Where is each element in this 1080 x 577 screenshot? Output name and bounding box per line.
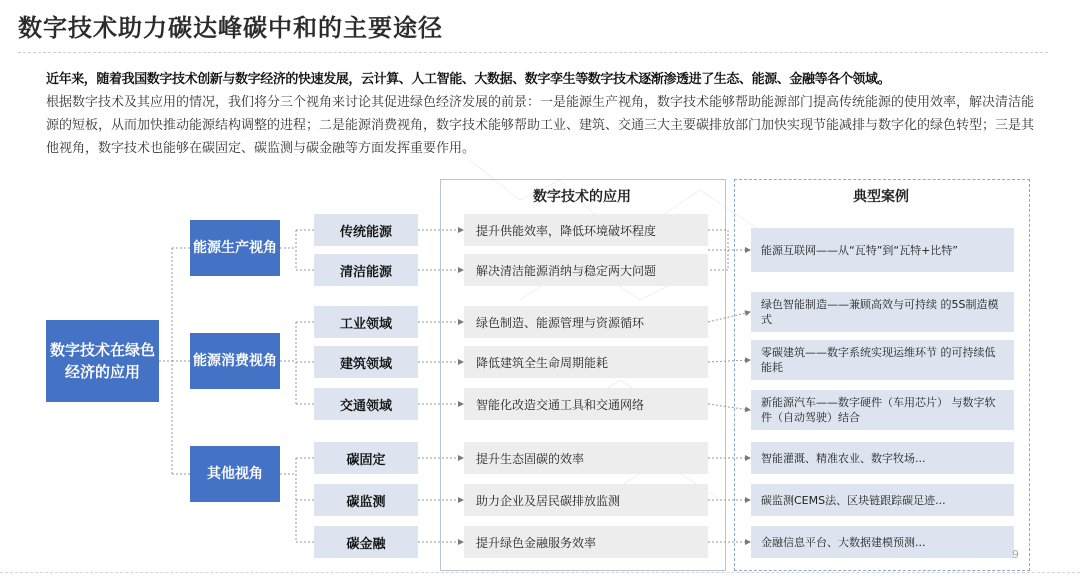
- app-carbon-finance: 提升绿色金融服务效率: [464, 526, 708, 558]
- case-energy-internet: 能源互联网——从“瓦特”到“瓦特+比特”: [751, 228, 1014, 272]
- case-zero-carbon-building: 零碳建筑——数字系统实现运维环节 的可持续低能耗: [751, 340, 1014, 380]
- sub-carbon-monitoring: 碳监测: [314, 484, 418, 516]
- app-carbon-monitoring: 助力企业及居民碳排放监测: [464, 484, 708, 516]
- app-carbon-fixation: 提升生态固碳的效率: [464, 442, 708, 474]
- bottom-divider: [0, 572, 1080, 573]
- sub-industry: 工业领域: [314, 306, 418, 338]
- app-industry: 绿色制造、能源管理与资源循环: [464, 306, 708, 338]
- intro-lead: 近年来，随着我国数字技术创新与数字经济的快速发展，云计算、人工智能、大数据、数字孪生等数字技术逐渐渗透进了生态、能源、金融等各个领域。: [46, 72, 891, 87]
- case-carbon-monitoring: 碳监测CEMS法、区块链跟踪碳足迹...: [751, 484, 1014, 516]
- app-traditional-energy: 提升供能效率，降低环境破坏程度: [464, 214, 708, 246]
- category-energy-production: 能源生产视角: [190, 220, 280, 276]
- case-green-finance: 金融信息平台、大数据建模预测...: [751, 526, 1014, 558]
- category-other: 其他视角: [190, 446, 280, 502]
- app-transport: 智能化改造交通工具和交通网络: [464, 388, 708, 420]
- cases-column-header: 典型案例: [853, 189, 909, 205]
- intro-body: 根据数字技术及其应用的情况，我们将分三个视角来讨论其促进绿色经济发展的前景：一是能源生产视角，数字技术能够帮助能源部门提高传统能源的使用效率，解决清洁能源的短板，从而加快推动能源结构调整的进程；二是能源消费视角，数字技术能够帮助工业、建筑、交通三大主要碳排放部门加快实现节能减排与数字化的绿色转型；三是其他视角，数字技术也能够在碳固定、碳监测与碳金融等方面发挥重要作用。: [46, 95, 1035, 156]
- sub-transport: 交通领域: [314, 388, 418, 420]
- case-green-manufacturing: 绿色智能制造——兼顾高效与可持续 的5S制造模式: [751, 292, 1014, 332]
- sub-carbon-fixation: 碳固定: [314, 442, 418, 474]
- case-new-energy-vehicle: 新能源汽车——数字硬件（车用芯片） 与数字软件（自动驾驶）结合: [751, 390, 1014, 430]
- sub-clean-energy: 清洁能源: [314, 254, 418, 286]
- case-smart-agriculture: 智能灌溉、精准农业、数字牧场...: [751, 442, 1014, 474]
- page-number: 9: [1012, 548, 1019, 561]
- app-clean-energy: 解决清洁能源消纳与稳定两大问题: [464, 254, 708, 286]
- app-building: 降低建筑全生命周期能耗: [464, 346, 708, 378]
- page-title: 数字技术助力碳达峰碳中和的主要途径: [18, 14, 443, 42]
- root-node: 数字技术在绿色经济的应用: [46, 320, 159, 402]
- sub-traditional-energy: 传统能源: [314, 214, 418, 246]
- sub-carbon-finance: 碳金融: [314, 526, 418, 558]
- category-energy-consumption: 能源消费视角: [190, 333, 280, 389]
- applications-column-header: 数字技术的应用: [533, 189, 631, 205]
- sub-building: 建筑领域: [314, 346, 418, 378]
